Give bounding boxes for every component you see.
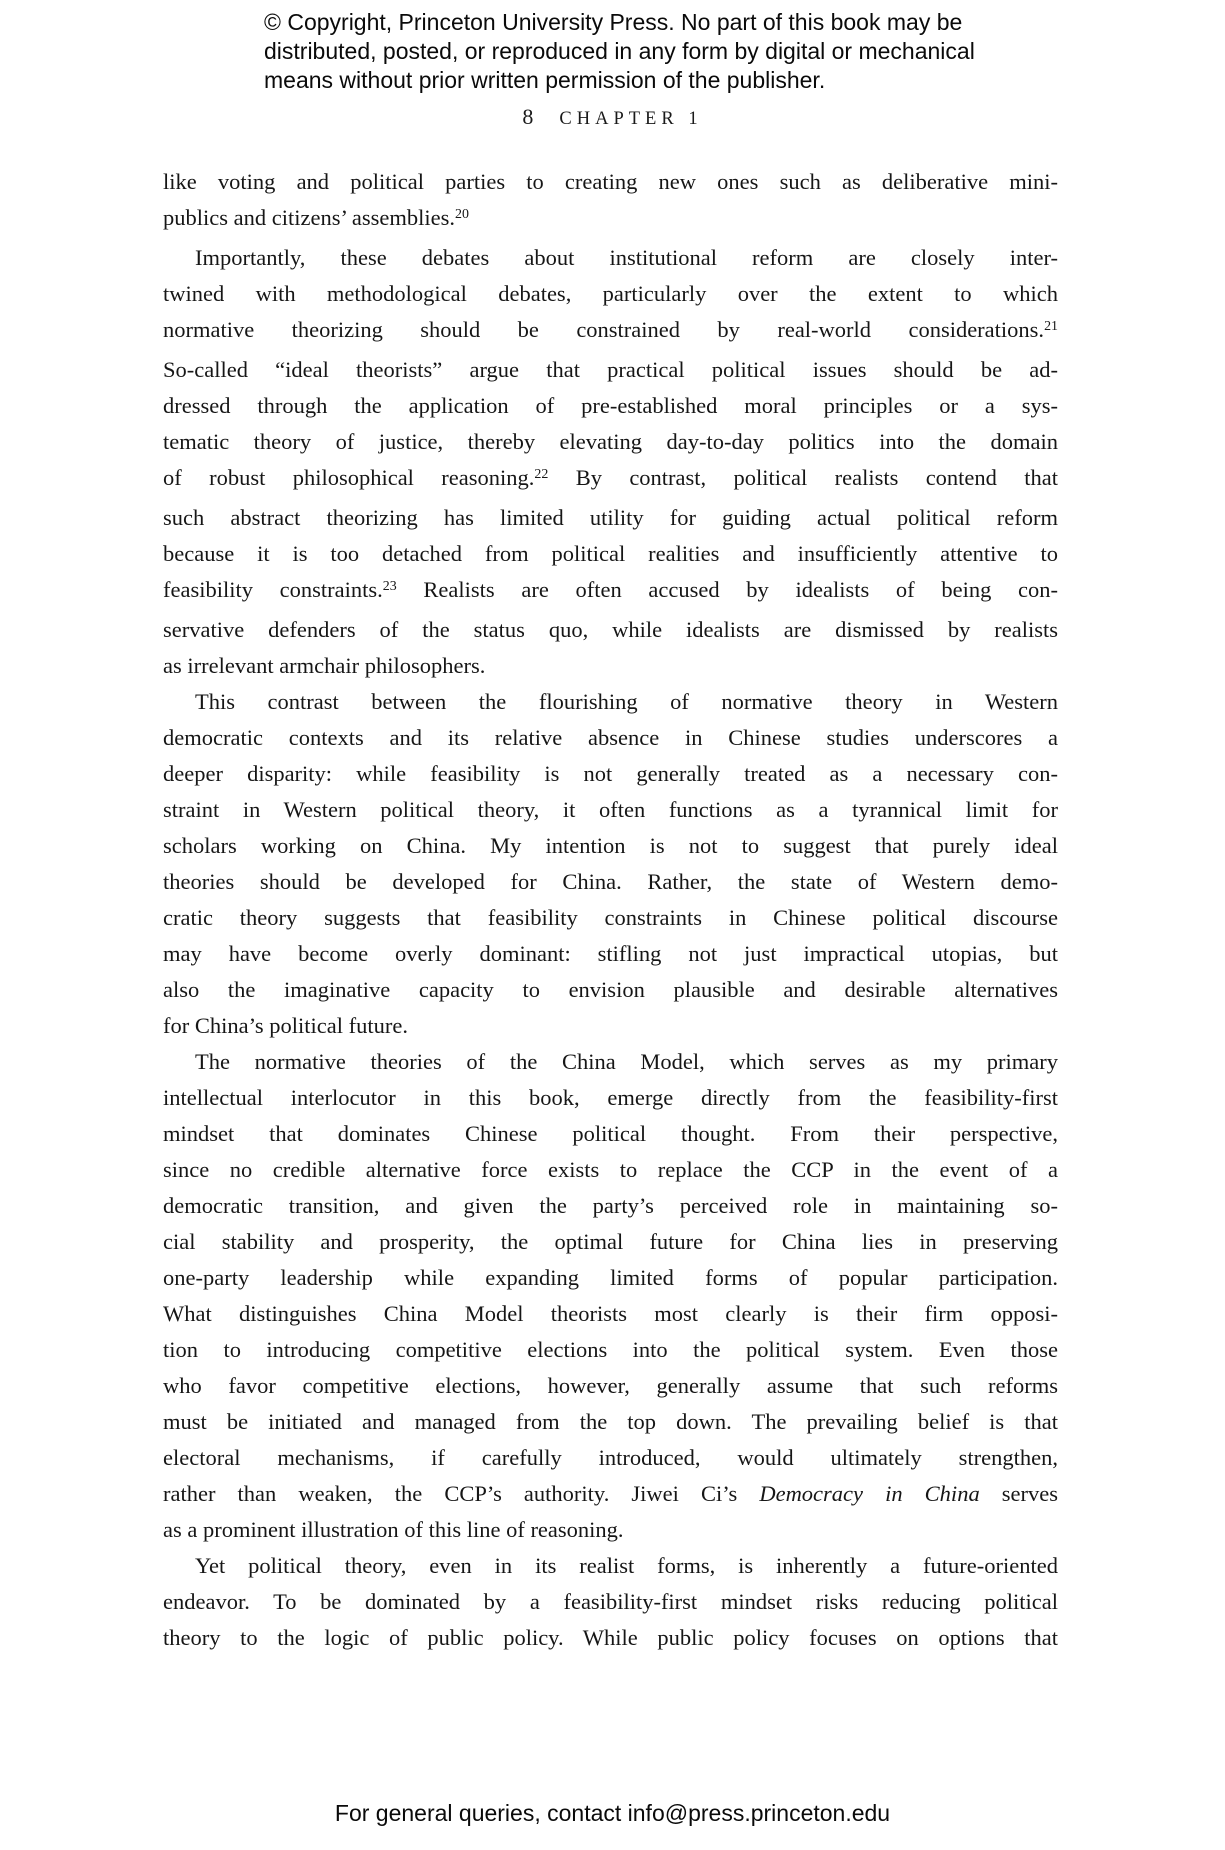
text-run: Yet political theory, even in its realist forms, is inherently a future-oriented — [195, 1553, 1058, 1578]
text-run: dressed through the application of pre-established moral principles or a sys- — [163, 393, 1058, 418]
body-line — [163, 1404, 1058, 1440]
text-run: must be initiated and managed from the top down. The prevailing belief is that — [163, 1409, 1058, 1434]
text-run: Importantly, these debates about institutional reform are closely inter- — [195, 245, 1058, 270]
text-run: democratic transition, and given the party’s perceived role in maintaining so- — [163, 1193, 1058, 1218]
body-line — [163, 1044, 1058, 1080]
book-title-italic: Democracy in China — [759, 1481, 980, 1506]
text-run: endeavor. To be dominated by a feasibility-first mindset risks reducing political — [163, 1589, 1058, 1614]
text-run: normative theorizing should be constrained by real-world considerations. — [163, 317, 1045, 342]
text-run: because it is too detached from political realities and insufficiently attentive to — [163, 541, 1058, 566]
text-run: publics and citizens’ assemblies. — [163, 205, 456, 230]
text-run: who favor competitive elections, however, generally assume that such reforms — [163, 1373, 1058, 1398]
copyright-line: distributed, posted, or reproduced in any form by digital or mechanical — [264, 38, 975, 64]
body-line — [163, 352, 1058, 388]
body-line — [163, 1224, 1058, 1260]
copyright-notice — [264, 8, 975, 95]
body-line — [163, 240, 1058, 276]
text-run: of robust philosophical reasoning. — [163, 465, 535, 490]
body-line — [163, 1116, 1058, 1152]
body-line — [163, 276, 1058, 312]
body-line — [163, 536, 1058, 572]
text-run: This contrast between the flourishing of normative theory in Western — [195, 689, 1058, 714]
text-run: straint in Western political theory, it often functions as a tyrannical limit for — [163, 797, 1058, 822]
body-line — [163, 792, 1058, 828]
text-run: also the imaginative capacity to envision plausible and desirable alternatives — [163, 977, 1058, 1002]
body-line — [163, 1368, 1058, 1404]
body-line — [163, 1440, 1058, 1476]
body-line — [163, 1332, 1058, 1368]
text-run: as a prominent illustration of this line of reasoning. — [163, 1517, 624, 1542]
body-line — [163, 900, 1058, 936]
body-line — [163, 1152, 1058, 1188]
text-run: for China’s political future. — [163, 1013, 408, 1038]
body-text — [163, 164, 1058, 1656]
body-line — [163, 200, 1058, 240]
text-run: as irrelevant armchair philosophers. — [163, 653, 486, 678]
footnote-reference: 23 — [382, 579, 397, 595]
body-line — [163, 312, 1058, 352]
page-number: 8 — [522, 104, 534, 129]
body-line — [163, 1260, 1058, 1296]
body-line — [163, 936, 1058, 972]
running-head — [0, 104, 1225, 132]
copyright-line: © Copyright, Princeton University Press. No part of this book may be — [264, 9, 963, 35]
body-line — [163, 720, 1058, 756]
text-run: mindset that dominates Chinese political thought. From their perspective, — [163, 1121, 1058, 1146]
body-line — [163, 864, 1058, 900]
body-line — [163, 460, 1058, 500]
text-run: rather than weaken, the CCP’s authority. Jiwei Ci’s — [163, 1481, 760, 1506]
body-line — [163, 500, 1058, 536]
footnote-reference: 22 — [534, 467, 549, 483]
text-run: tion to introducing competitive elections into the political system. Even those — [163, 1337, 1058, 1362]
text-run: cratic theory suggests that feasibility constraints in Chinese political discourse — [163, 905, 1058, 930]
text-run: cial stability and prosperity, the optimal future for China lies in preserving — [163, 1229, 1058, 1254]
body-line — [163, 424, 1058, 460]
body-line — [163, 648, 1058, 684]
body-line — [163, 1008, 1058, 1044]
text-run: servative defenders of the status quo, while idealists are dismissed by realists — [163, 617, 1058, 642]
text-run: The normative theories of the China Model, which serves as my primary — [195, 1049, 1058, 1074]
text-run: one-party leadership while expanding limited forms of popular participation. — [163, 1265, 1058, 1290]
text-run: electoral mechanisms, if carefully introduced, would ultimately strengthen, — [163, 1445, 1058, 1470]
text-run: twined with methodological debates, particularly over the extent to which — [163, 281, 1058, 306]
text-run: democratic contexts and its relative absence in Chinese studies underscores a — [163, 725, 1058, 750]
chapter-label: CHAPTER 1 — [559, 109, 703, 129]
text-run: feasibility constraints. — [163, 577, 383, 602]
footnote-reference: 21 — [1044, 319, 1058, 335]
copyright-line: means without prior written permission of the publisher. — [264, 67, 826, 93]
body-line — [163, 1620, 1058, 1656]
body-line — [163, 1296, 1058, 1332]
body-line — [163, 1512, 1058, 1548]
body-line — [163, 1080, 1058, 1116]
text-run: By contrast, political realists contend that — [548, 465, 1059, 490]
text-run: tematic theory of justice, thereby elevating day-to-day politics into the domain — [163, 429, 1058, 454]
footer-query-note: For general queries, contact info@press.princeton.edu — [334, 1800, 891, 1826]
text-run: So-called “ideal theorists” argue that practical political issues should be ad- — [163, 357, 1058, 382]
body-line — [163, 612, 1058, 648]
text-run: deeper disparity: while feasibility is not generally treated as a necessary con- — [163, 761, 1058, 786]
body-line — [163, 756, 1058, 792]
text-run: Realists are often accused by idealists of being con- — [396, 577, 1058, 602]
body-line — [163, 388, 1058, 424]
body-line — [163, 1548, 1058, 1584]
text-run: theory to the logic of public policy. While public policy focuses on options that — [163, 1625, 1058, 1650]
text-run: may have become overly dominant: stifling not just impractical utopias, but — [163, 941, 1058, 966]
body-line — [163, 1476, 1058, 1512]
text-run: intellectual interlocutor in this book, emerge directly from the feasibility-first — [163, 1085, 1058, 1110]
text-run: What distinguishes China Model theorists most clearly is their firm opposi- — [163, 1301, 1058, 1326]
body-line — [163, 1584, 1058, 1620]
text-run: such abstract theorizing has limited utility for guiding actual political reform — [163, 505, 1058, 530]
body-line — [163, 1188, 1058, 1224]
text-run: scholars working on China. My intention is not to suggest that purely ideal — [163, 833, 1058, 858]
text-run: serves — [979, 1481, 1059, 1506]
text-run: like voting and political parties to creating new ones such as deliberative mini- — [163, 169, 1058, 194]
body-line — [163, 828, 1058, 864]
body-line — [163, 572, 1058, 612]
body-line — [163, 972, 1058, 1008]
text-run: since no credible alternative force exists to replace the CCP in the event of a — [163, 1157, 1058, 1182]
text-run: theories should be developed for China. Rather, the state of Western demo- — [163, 869, 1058, 894]
body-line — [163, 164, 1058, 200]
body-line — [163, 684, 1058, 720]
footnote-reference: 20 — [455, 207, 469, 223]
